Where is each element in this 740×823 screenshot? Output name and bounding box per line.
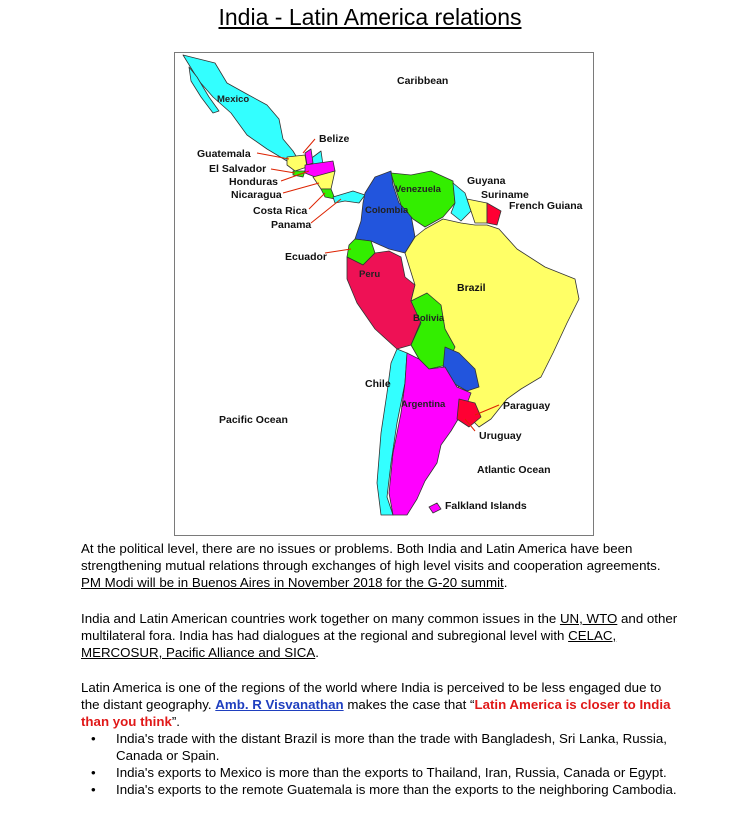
label-brazil: Brazil xyxy=(457,282,486,294)
label-uruguay: Uruguay xyxy=(479,430,522,442)
label-colombia: Colombia xyxy=(365,205,409,216)
pm-modi-link[interactable]: PM Modi will be in Buenos Aires in November 2018 for the G-20 summit xyxy=(81,575,504,590)
para3-mid: makes the case that “ xyxy=(343,697,475,712)
label-honduras: Honduras xyxy=(229,176,279,188)
map-svg xyxy=(175,53,593,535)
label-venezuela: Venezuela xyxy=(395,184,441,195)
para2-text: India and Latin American countries work together on many common issues in the xyxy=(81,611,560,626)
bullet-text: India's exports to the remote Guatemala is more than the exports to the neighboring Cambodia. xyxy=(116,782,677,797)
quote-link[interactable]: Latin America is closer to India than you think xyxy=(81,697,671,729)
latin-america-map xyxy=(174,52,594,536)
para3-end: ”. xyxy=(171,714,180,729)
label-chile: Chile xyxy=(365,378,391,390)
para3-text: Latin America is one of the regions of the world where India is perceived to be less engaged due to the distant geography. xyxy=(81,680,662,712)
para2-end: . xyxy=(315,645,319,660)
bullet-text: India's exports to Mexico is more than the exports to Thailand, Iran, Russia, Canada or Egypt. xyxy=(116,765,667,780)
label-atlantic-ocean: Atlantic Ocean xyxy=(477,464,551,476)
french-guiana-shape xyxy=(487,203,501,225)
label-peru: Peru xyxy=(359,269,381,280)
label-caribbean: Caribbean xyxy=(397,75,449,87)
label-paraguay: Paraguay xyxy=(503,400,551,412)
label-argentina: Argentina xyxy=(401,399,446,410)
paragraph-engagement xyxy=(81,679,681,730)
falklands-shape xyxy=(429,503,441,513)
label-panama: Panama xyxy=(271,219,312,231)
label-falkland-islands: Falkland Islands xyxy=(445,500,527,512)
list-item xyxy=(81,730,701,764)
bullet-text: India's trade with the distant Brazil is more than the trade with Bangladesh, Sri Lanka, Russia, Canada or Spain. xyxy=(116,731,667,763)
label-mexico: Mexico xyxy=(217,94,250,105)
label-ecuador: Ecuador xyxy=(285,251,328,263)
bullet-icon: • xyxy=(91,731,96,746)
para1-text: At the political level, there are no issues or problems. Both India and Latin America have been strengthening mutual relations through exchanges of high level visits and cooperation agreements. xyxy=(81,541,661,573)
bullet-icon: • xyxy=(91,782,96,797)
label-pacific-ocean: Pacific Ocean xyxy=(219,414,288,426)
celac-mercosur-link[interactable]: CELAC, MERCOSUR, Pacific Alliance and SICA xyxy=(81,628,617,660)
label-el-salvador: El Salvador xyxy=(209,163,267,175)
list-item xyxy=(81,764,701,781)
author-link[interactable]: Amb. R Visvanathan xyxy=(215,697,344,712)
paragraph-multilateral xyxy=(81,610,681,661)
label-costa-rica: Costa Rica xyxy=(253,205,308,217)
un-wto-link[interactable]: UN, WTO xyxy=(559,611,618,626)
paragraph-political xyxy=(81,540,681,591)
label-bolivia: Bolivia xyxy=(413,313,445,324)
bullet-icon: • xyxy=(91,765,96,780)
para1-end: . xyxy=(503,575,508,590)
label-suriname: Suriname xyxy=(481,189,529,201)
label-belize: Belize xyxy=(319,133,350,145)
para2-mid: and other multilateral fora. India has had dialogues at the regional and subregional level with xyxy=(81,611,678,643)
label-guyana: Guyana xyxy=(467,175,506,187)
page-title: India - Latin America relations xyxy=(218,4,522,30)
label-guatemala: Guatemala xyxy=(197,148,251,160)
guatemala-shape xyxy=(287,155,307,171)
trade-bullet-list xyxy=(81,730,701,798)
list-item xyxy=(81,781,701,798)
label-french-guiana: French Guiana xyxy=(509,200,583,212)
label-nicaragua: Nicaragua xyxy=(231,189,282,201)
